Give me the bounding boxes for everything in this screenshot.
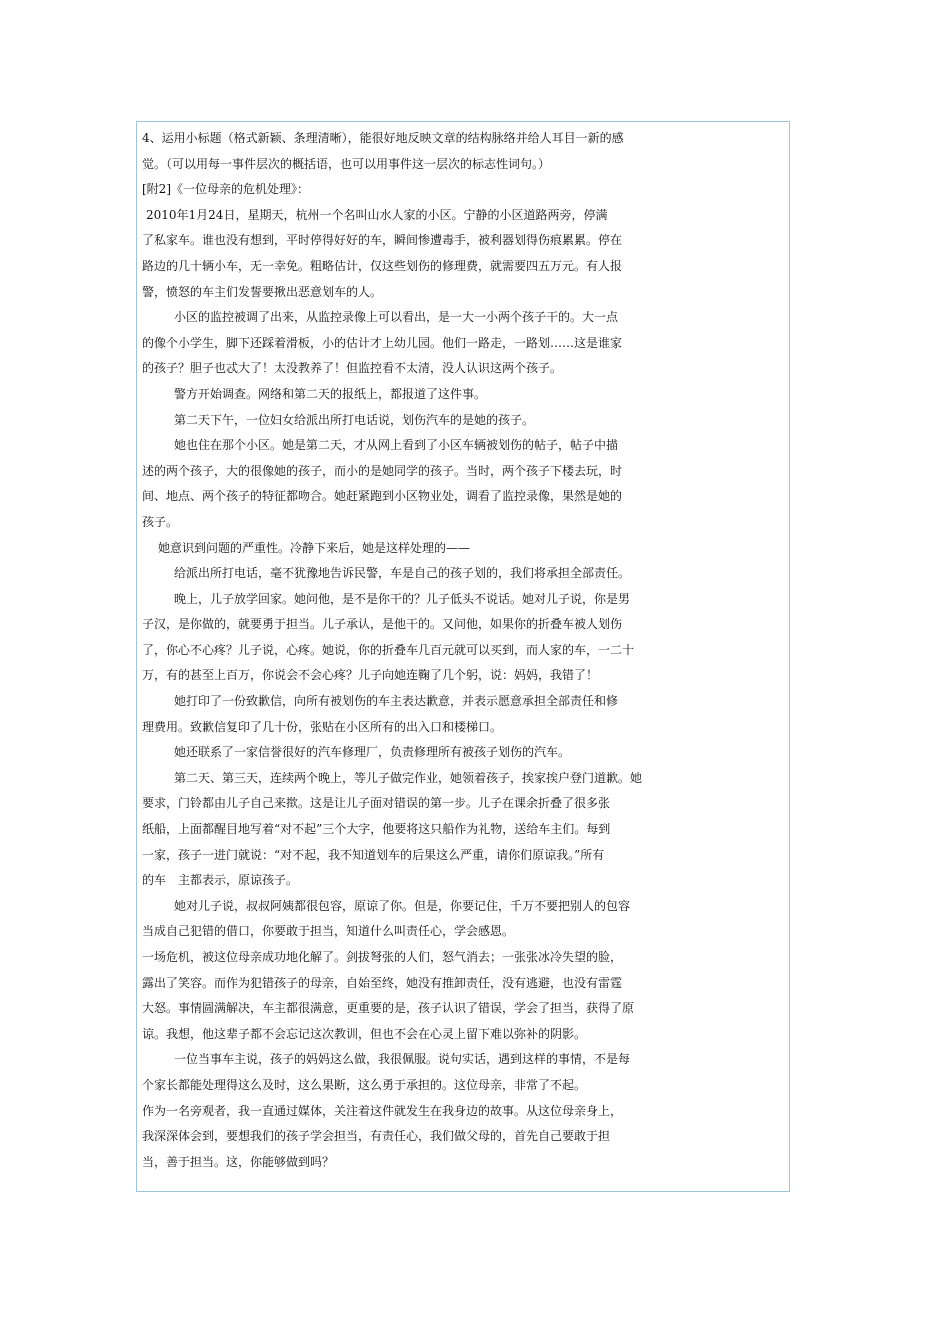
- text-line: 她还联系了一家信誉很好的汽车修理厂，负责修理所有被孩子划伤的汽车。: [174, 745, 571, 760]
- text-line: 子汉，是你做的，就要勇于担当。儿子承认，是他干的。又问他，如果你的折叠车被人划伤: [142, 617, 623, 632]
- text-line: 警，愤怒的车主们发誓要揪出恶意划车的人。: [142, 284, 383, 299]
- text-line: 个家长都能处理得这么及时，这么果断，这么勇于承担的。这位母亲，非常了不起。: [142, 1077, 587, 1092]
- text-line: 的车 主都表示，原谅孩子。: [142, 873, 299, 888]
- text-line: 4、运用小标题（格式新颖、条理清晰），能很好地反映文章的结构脉络并给人耳目一新的感: [142, 131, 624, 145]
- text-line: 警方开始调查。网络和第二天的报纸上，都报道了这件事。: [174, 386, 487, 401]
- text-line: 第二天、第三天，连续两个晚上，等儿子做完作业，她领着孩子，挨家挨户登门道歉。她: [174, 770, 643, 785]
- text-line: 觉。（可以用每一事件层次的概括语，也可以用事件这一层次的标志性词句。）: [142, 156, 551, 171]
- document-body: [142, 126, 788, 1175]
- text-line: [附2]《一位母亲的危机处理》：: [142, 182, 309, 197]
- text-line: 她意识到问题的严重性。冷静下来后，她是这样处理的——: [158, 540, 471, 555]
- text-line: 她也住在那个小区。她是第二天，才从网上看到了小区车辆被划伤的帖子，帖子中描: [174, 438, 619, 453]
- text-line: 当，善于担当。这，你能够做到吗？: [142, 1154, 335, 1169]
- text-line: 晚上，儿子放学回家。她问他，是不是你干的？儿子低头不说话。她对儿子说，你是男: [174, 591, 631, 606]
- text-line: 述的两个孩子，大的很像她的孩子，而小的是她同学的孩子。当时，两个孩子下楼去玩，时: [142, 463, 623, 478]
- text-line: 孩子。: [142, 514, 179, 529]
- text-line: 理费用。致歉信复印了几十份，张贴在小区所有的出入口和楼梯口。: [142, 719, 503, 734]
- text-line: 小区的监控被调了出来，从监控录像上可以看出，是一大一小两个孩子干的。大一点: [174, 310, 619, 325]
- text-line: 第二天下午，一位妇女给派出所打电话说，划伤汽车的是她的孩子。: [174, 412, 535, 427]
- text-line: 纸船，上面都醒目地写着“对不起”三个大字，他要将这只船作为礼物，送给车主们。每到: [142, 822, 611, 837]
- text-line: 一场危机，被这位母亲成功地化解了。剑拔弩张的人们，怒气消去；一张张冰冷失望的脸，: [142, 950, 623, 964]
- text-line: 大怒。事情圆满解决，车主都很满意，更重要的是，孩子认识了错误，学会了担当，获得了原: [142, 1001, 635, 1016]
- text-line: 了，你心不心疼？儿子说，心疼。她说，你的折叠车几百元就可以买到，而人家的车，一二十: [142, 642, 635, 657]
- text-line: 给派出所打电话，毫不犹豫地告诉民警，车是自己的孩子划的，我们将承担全部责任。: [174, 566, 631, 581]
- text-line: 当成自己犯错的借口，你要敢于担当，知道什么叫责任心，学会感恩。: [142, 924, 515, 939]
- text-line: 作为一名旁观者，我一直通过媒体，关注着这件就发生在我身边的故事。从这位母亲身上，: [142, 1103, 623, 1118]
- text-line: 的像个小学生，脚下还踩着滑板，小的估计才上幼儿园。他们一路走，一路划……这是谁家: [142, 335, 623, 350]
- text-line: 万，有的甚至上百万，你说会不会心疼？儿子向她连鞠了几个躬，说：妈妈，我错了！: [142, 668, 599, 683]
- text-line: 2010年1月24日，星期天，杭州一个名叫山水人家的小区。宁静的小区道路两旁，停满: [146, 207, 608, 222]
- text-line: 露出了笑容。而作为犯错孩子的母亲，自始至终，她没有推卸责任，没有逃避，也没有雷霆: [142, 975, 623, 990]
- text-line: 我深深体会到，要想我们的孩子学会担当，有责任心，我们做父母的，首先自己要敢于担: [142, 1129, 611, 1144]
- text-line: 她对儿子说，叔叔阿姨都很包容，原谅了你。但是，你要记住，千万不要把别人的包容: [174, 898, 631, 913]
- text-line: 一家，孩子一进门就说：“对不起，我不知道划车的后果这么严重，请你们原谅我。”所有: [142, 847, 605, 862]
- text-line: 路边的几十辆小车，无一幸免。粗略估计，仅这些划伤的修理费，就需要四五万元。有人报: [142, 258, 623, 273]
- text-line: 谅。我想，他这辈子都不会忘记这次教训，但也不会在心灵上留下难以弥补的阴影。: [142, 1026, 587, 1041]
- text-line: 要求，门铃都由儿子自己来揿。这是让儿子面对错误的第一步。儿子在课余折叠了很多张: [142, 796, 611, 811]
- text-line: 了私家车。谁也没有想到，平时停得好好的车，瞬间惨遭毒手，被利器划得伤痕累累。停在: [142, 233, 623, 248]
- text-line: 的孩子？胆子也忒大了！太没教养了！但监控看不太清，没人认识这两个孩子。: [142, 361, 563, 376]
- text-line: 一位当事车主说，孩子的妈妈这么做，我很佩服。说句实话，遇到这样的事情，不是每: [174, 1052, 631, 1067]
- text-line: 她打印了一份致歉信，向所有被划伤的车主表达歉意，并表示愿意承担全部责任和修: [174, 694, 619, 709]
- text-line: 间、地点、两个孩子的特征都吻合。她赶紧跑到小区物业处，调看了监控录像，果然是她的: [142, 489, 623, 504]
